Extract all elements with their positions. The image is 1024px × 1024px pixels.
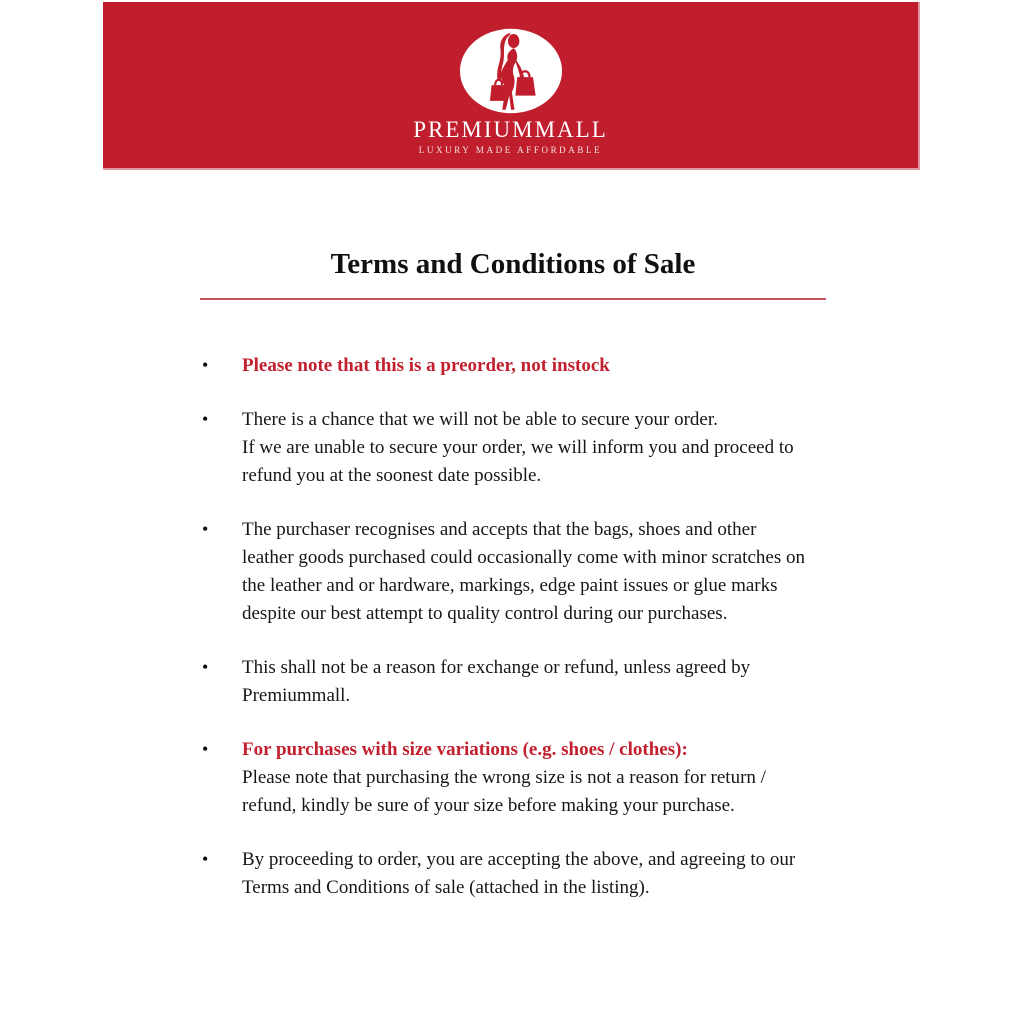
- bullet-marker: •: [202, 657, 209, 677]
- bullet-marker: •: [202, 739, 209, 759]
- bullet-line: Premiummall.: [242, 685, 351, 706]
- woman-with-shopping-bags-icon: [458, 27, 564, 115]
- brand-wordmark: PREMIUMMALL: [413, 117, 608, 142]
- list-item: [200, 352, 870, 380]
- bullet-line: Please note that this is a preorder, not instock: [242, 355, 610, 376]
- bullet-line: the leather and or hardware, markings, edge paint issues or glue marks: [242, 575, 778, 596]
- title-underline: [200, 298, 826, 300]
- bullet-line: refund, kindly be sure of your size before making your purchase.: [242, 795, 735, 816]
- list-item: [200, 654, 870, 710]
- bullet-marker: •: [202, 519, 209, 539]
- bullet-line: Please note that purchasing the wrong size is not a reason for return /: [242, 767, 766, 788]
- bullet-line: For purchases with size variations (e.g. shoes / clothes):: [242, 739, 688, 760]
- bullet-marker: •: [202, 849, 209, 869]
- bullet-marker: •: [202, 409, 209, 429]
- bullet-line: If we are unable to secure your order, we will inform you and proceed to: [242, 437, 794, 458]
- bullet-line: leather goods purchased could occasionally come with minor scratches on: [242, 547, 805, 568]
- brand-tagline: LUXURY MADE AFFORDABLE: [418, 145, 603, 155]
- bullet-line: refund you at the soonest date possible.: [242, 465, 542, 486]
- page-title: Terms and Conditions of Sale: [330, 248, 696, 280]
- list-item: [200, 516, 870, 628]
- list-item: [200, 846, 870, 902]
- brand-banner: [103, 2, 920, 170]
- bullet-line: despite our best attempt to quality control during our purchases.: [242, 603, 728, 624]
- bullet-line: The purchaser recognises and accepts that the bags, shoes and other: [242, 519, 757, 540]
- list-item: [200, 736, 870, 820]
- bullet-marker: •: [202, 355, 209, 375]
- list-item: [200, 406, 870, 490]
- bullet-line: There is a chance that we will not be able to secure your order.: [242, 409, 718, 430]
- terms-list: [200, 352, 870, 928]
- bullet-line: Terms and Conditions of sale (attached in the listing).: [242, 877, 650, 898]
- bullet-line: By proceeding to order, you are accepting the above, and agreeing to our: [242, 849, 796, 870]
- bullet-line: This shall not be a reason for exchange or refund, unless agreed by: [242, 657, 751, 678]
